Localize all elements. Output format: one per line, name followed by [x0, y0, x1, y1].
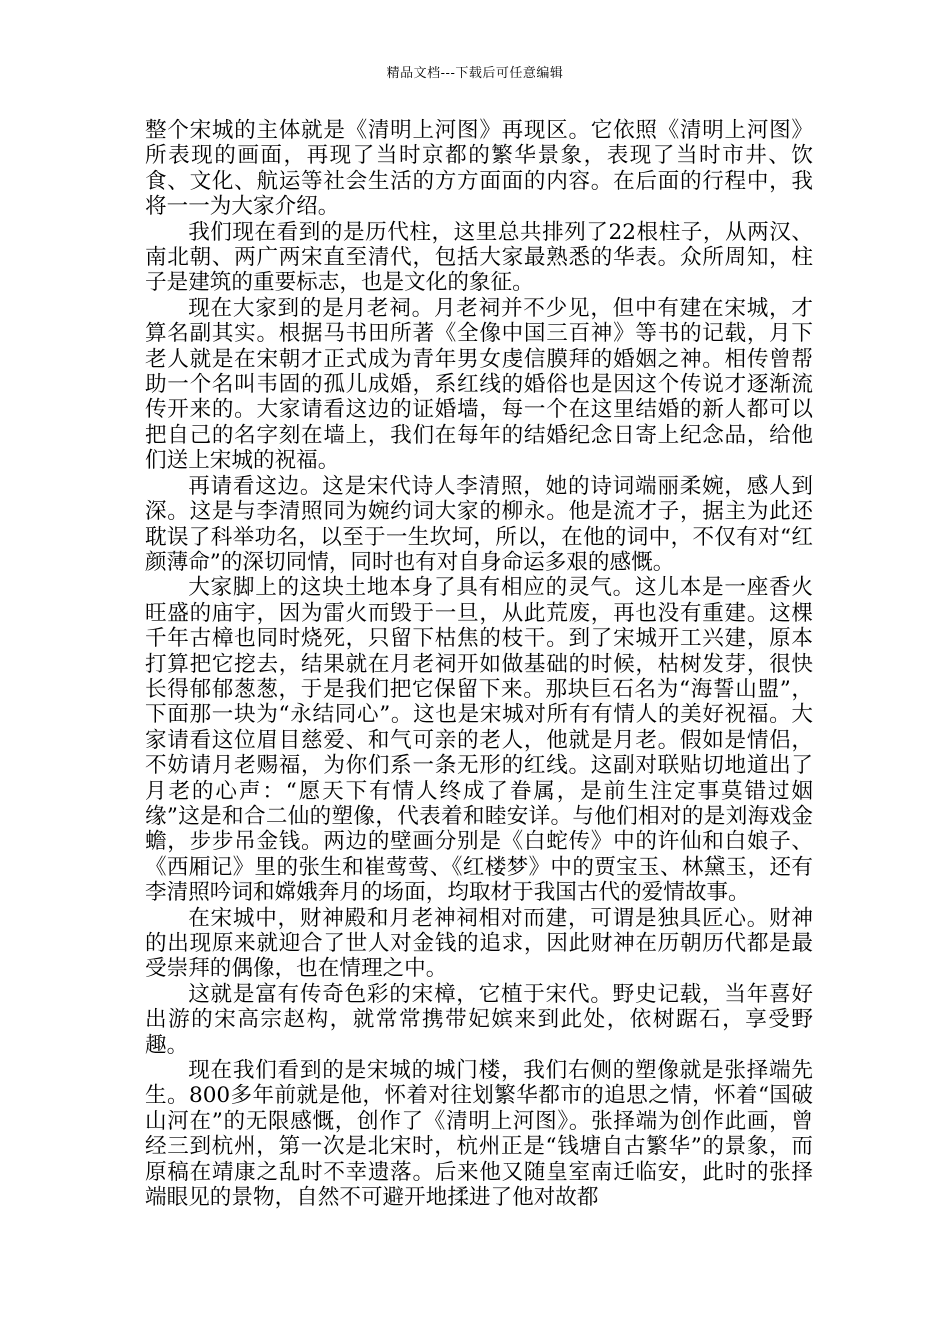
paragraph-6: 在宋城中，财神殿和月老神祠相对而建，可谓是独具匠心。财神的出现原来就迎合了世人对金钱的追求，因此财神在历朝历代都是最受崇拜的偶像，也在情理之中。 [145, 905, 813, 982]
paragraph-3: 现在大家到的是月老祠。月老祠并不少见，但中有建在宋城，才算名副其实。根据马书田所著《全像中国三百神》等书的记载，月下老人就是在宋朝才正式成为青年男女虔信膜拜的婚姻之神。相传曾帮助一个名叫韦固的孤儿成婚，系红线的婚俗也是因这个传说才逐渐流传开来的。大家请看这边的证婚墙，每一个在这里结婚的新人都可以把自己的名字刻在墙上，我们在每年的结婚纪念日寄上纪念品，给他们送上宋城的祝福。 [145, 295, 813, 474]
paragraph-2: 我们现在看到的是历代柱，这里总共排列了22根柱子，从两汉、南北朝、两广两宋直至清代，包括大家最熟悉的华表。众所周知，柱子是建筑的重要标志，也是文化的象征。 [145, 219, 813, 296]
paragraph-1: 整个宋城的主体就是《清明上河图》再现区。它依照《清明上河图》所表现的画面，再现了当时京都的繁华景象，表现了当时市井、饮食、文化、航运等社会生活的方方面面的内容。在后面的行程中，我将一一为大家介绍。 [145, 118, 813, 220]
paragraph-5: 大家脚上的这块土地本身了具有相应的灵气。这儿本是一座香火旺盛的庙宇，因为雷火而毁于一旦，从此荒废，再也没有重建。这棵千年古樟也同时烧死，只留下枯焦的枝干。到了宋城开工兴建，原本打算把它挖去，结果就在月老祠开如做基础的时候，枯树发芽，很快长得郁郁葱葱，于是我们把它保留下来。那块巨石名为“海誓山盟”，下面那一块为“永结同心”。这也是宋城对所有有情人的美好祝福。大家请看这位眉目慈爱、和气可亲的老人，他就是月老。假如是情侣，不妨请月老赐福，为你们系一条无形的红线。这副对联贴切地道出了月老的心声：“愿天下有情人终成了眷属，是前生注定事莫错过姻缘”这是和合二仙的塑像，代表着和睦安详。与他们相对的是刘海戏金蟾，步步吊金钱。两边的壁画分别是《白蛇传》中的许仙和白娘子、《西厢记》里的张生和崔莺莺、《红楼梦》中的贾宝玉、林黛玉，还有李清照吟词和嫦娥奔月的场面，均取材于我国古代的爱情故事。 [145, 575, 813, 906]
page-header: 精品文档---下载后可任意编辑 [386, 66, 564, 81]
paragraph-4: 再请看这边。这是宋代诗人李清照，她的诗词端丽柔婉，感人到深。这是与李清照同为婉约词大家的柳永。他是流才子，据主为此还耽误了科举功名，以至于一生坎坷，所以，在他的词中，不仅有对“红颜薄命”的深切同情，同时也有对自身命运多艰的感慨。 [145, 473, 813, 575]
document-body [145, 118, 813, 1210]
paragraph-7: 这就是富有传奇色彩的宋樟，它植于宋代。野史记载，当年喜好出游的宋高宗赵构，就常常携带妃嫔来到此处，依树踞石，享受野趣。 [145, 981, 813, 1058]
paragraph-8: 现在我们看到的是宋城的城门楼，我们右侧的塑像就是张择端先生。800多年前就是他，怀着对往划繁华都市的追思之情，怀着“国破山河在”的无限感慨，创作了《清明上河图》。张择端为创作此画，曾经三到杭州，第一次是北宋时，杭州正是“钱塘自古繁华”的景象，而原稿在靖康之乱时不幸遗落。后来他又随皇室南迁临安，此时的张择端眼见的景物，自然不可避开地揉进了他对故都 [145, 1058, 813, 1211]
